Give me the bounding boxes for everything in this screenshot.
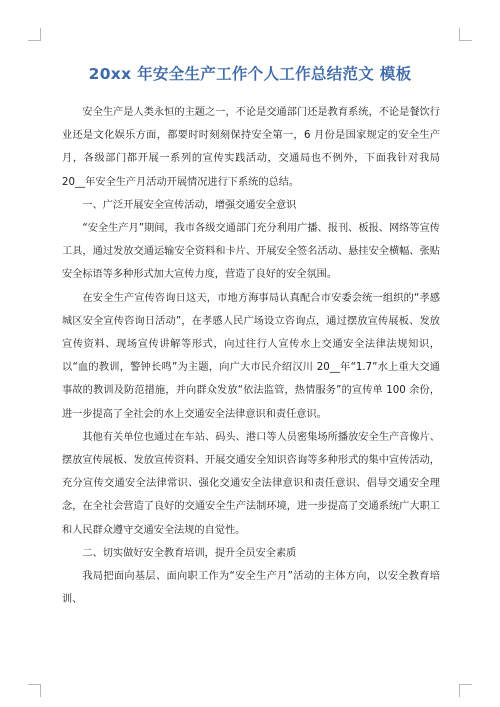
paragraph-intro: 安全生产是人类永恒的主题之一，不论是交通部门还是教育系统，不论是餐饮行业还是文化娱乐方面，都要时时刻刻保持安全第一，6 月份是国家规定的安全生产月，各级部门都开展一系列的宣传实践活动，交通局也不例外，下面我针对我局 20__年安全生产月活动开展情况进行下系统的总结。 <box>62 107 440 188</box>
margin-mark-bottom-right <box>459 684 472 697</box>
margin-mark-top-right <box>459 28 472 41</box>
margin-mark-top-left <box>28 28 41 41</box>
paragraph-other-units: 其他有关单位也通过在车站、码头、港口等人员密集场所播放安全生产音像片、摆放宣传展板、发放宣传资料、开展交通安全知识咨询等多种形式的集中宣传活动，充分宣传交通安全法律常识、强化交通安全法律意识和责任意识、倡导交通安全理念，在全社会营造了良好的交通安全生产法制环境，进一步提高了交通系统广大职工和人民群众遵守交通安全法规的自觉性。 <box>62 431 440 536</box>
document-body <box>62 101 440 611</box>
paragraph-consultation-day: 在安全生产宣传咨询日这天，市地方海事局认真配合市安委会统一组织的“孝感城区安全宣传咨询日活动”，在孝感人民广场设立咨询点，通过摆放宣传展板、发放宣传资料、现场宣传讲解等形式，向过往行人宣传水上交通安全法律法规知识，以“血的教训，警钟长鸣”为主题，向广大市民介绍汉川 20__年“1.7”水上重大交通事故的教训及防范措施，并向群众发放“依法监管，热情服务”的宣传单 100 余份，进一步提高了全社会的水上交通安全法律意识和责任意识。 <box>62 292 440 420</box>
section-heading-1: 一、广泛开展安全宣传活动，增强交通安全意识 <box>82 199 297 211</box>
section-heading-2: 二、切实做好安全教育培训，提升全员安全素质 <box>82 547 297 559</box>
paragraph-publicity: “安全生产月”期间，我市各级交通部门充分利用广播、报刊、板报、网络等宣传工具，通过发放交通运输安全资料和卡片、开展安全签名活动、悬挂安全横幅、张贴安全标语等多种形式加大宣传力度，营造了良好的安全氛围。 <box>62 223 440 281</box>
margin-mark-bottom-left <box>28 684 41 697</box>
document-title: 20xx 年安全生产工作个人工作总结范文 模板 <box>88 65 412 83</box>
paragraph-training: 我局把面向基层、面向职工作为“安全生产月”活动的主体方向，以安全教育培训、 <box>62 571 440 606</box>
